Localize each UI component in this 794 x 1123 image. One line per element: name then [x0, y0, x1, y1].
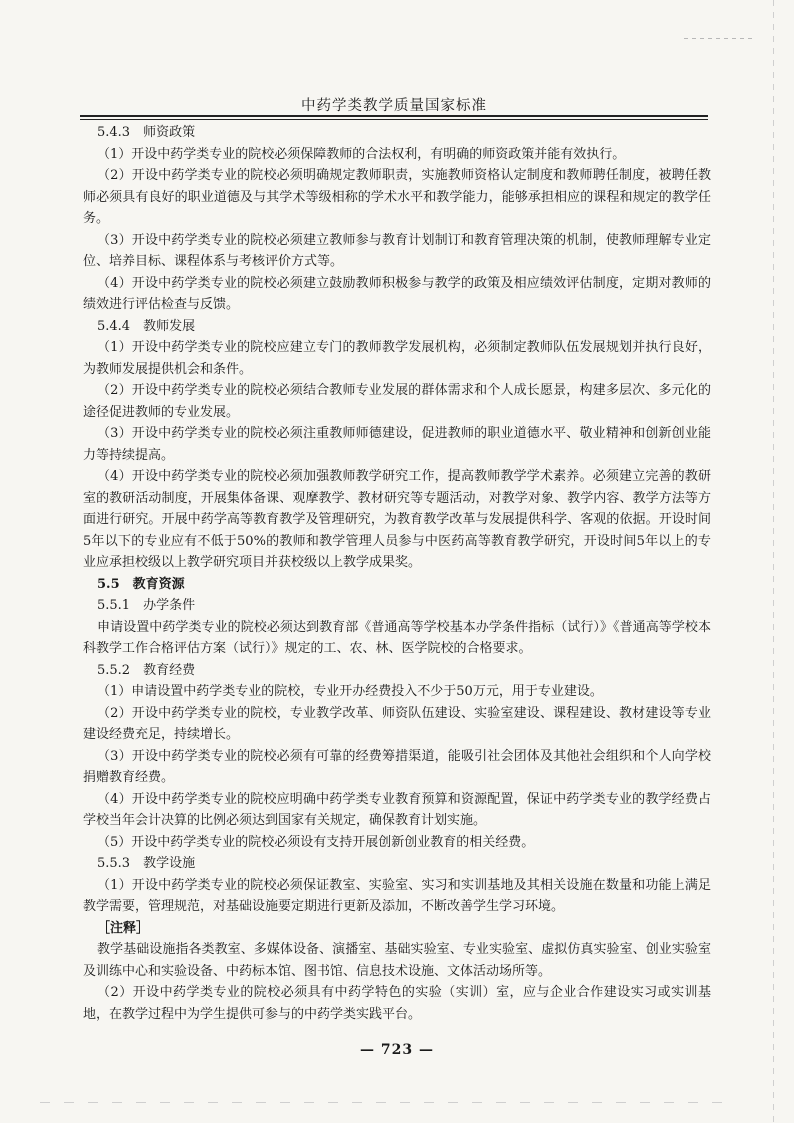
subsection-heading-5-5-2: 5.5.2 教育经费 [97, 662, 196, 678]
page-number: — 723 — [360, 1042, 434, 1058]
section-heading-5-5: 5.5 教育资源 [97, 576, 185, 592]
subsection-heading-5-5-3: 5.5.3 教学设施 [97, 856, 196, 871]
paragraph: （3）开设中药学类专业的院校必须有可靠的经费筹措渠道，能吸引社会团体及其他社会组织和个人向学校捐赠教育经费。 [83, 748, 711, 785]
note-paragraph: 教学基础设施指各类教室、多媒体设备、演播室、基础实验室、专业实验室、虚拟仿真实验室、创业实验室及训练中心和实验设备、中药标本馆、图书馆、信息技术设施、文体活动场所等。 [83, 942, 711, 979]
paragraph: （1）申请设置中药学类专业的院校，专业开办经费投入不少于50万元，用于专业建设。 [97, 684, 603, 699]
subsection-heading-5-4-4: 5.4.4 教师发展 [97, 318, 196, 334]
paragraph: （4）开设中药学类专业的院校必须加强教师教学研究工作，提高教师教学学术素养。必须建立完善的教研室的教研活动制度，开展集体备课、观摩教学、教材研究等专题活动，对教学对象、教学内容、教学方法等方面进行研究。开展中药学高等教育教学及管理研究，为教育教学改革与发展提供科学、客观的依据。开设时间5年以下的专业应有不低于50%的教师和教学管理人员参与中医药高等教育教学研究，开设时间5年以上的专业应承担校级以上教学研究项目并获校级以上教学成果奖。 [83, 469, 711, 570]
paragraph: （4）开设中药学类专业的院校必须建立鼓励教师积极参与教学的政策及相应绩效评估制度，定期对教师的绩效进行评估检查与反馈。 [83, 275, 711, 312]
paragraph: （3）开设中药学类专业的院校必须建立教师参与教育计划制订和教育管理决策的机制，使教师理解专业定位、培养目标、课程体系与考核评价方式等。 [83, 232, 711, 269]
note-label: ［注释］ [97, 920, 150, 936]
paragraph: （2）开设中药学类专业的院校，专业教学改革、师资队伍建设、实验室建设、课程建设、教材建设等专业建设经费充足，持续增长。 [83, 705, 711, 742]
paragraph: （2）开设中药学类专业的院校必须具有中药学特色的实验（实训）室，应与企业合作建设实习或实训基地，在教学过程中为学生提供可参与的中药学类实践平台。 [83, 985, 711, 1022]
running-header: 中药学类教学质量国家标准 [301, 98, 487, 114]
paragraph: （5）开设中药学类专业的院校必须设有支持开展创新创业教育的相关经费。 [97, 834, 535, 850]
body-text [83, 122, 711, 1025]
paragraph: （1）开设中药学类专业的院校必须保障教师的合法权利，有明确的师资政策并能有效执行。 [97, 146, 626, 162]
paragraph: （1）开设中药学类专业的院校必须保证教室、实验室、实习和实训基地及其相关设施在数量和功能上满足教学需要，管理规范，对基础设施要定期进行更新及添加，不断改善学生学习环境。 [83, 877, 711, 914]
scan-edge-line [773, 0, 774, 1123]
paragraph: （1）开设中药学类专业的院校应建立专门的教师教学发展机构，必须制定教师队伍发展规划并执行良好，为教师发展提供机会和条件。 [83, 340, 711, 377]
paragraph: （4）开设中药学类专业的院校应明确中药学类专业教育预算和资源配置，保证中药学类专业的教学经费占学校当年会计决算的比例必须达到国家有关规定，确保教育计划实施。 [83, 791, 711, 828]
paragraph: 申请设置中药学类专业的院校必须达到教育部《普通高等学校基本办学条件指标（试行）》《普通高等学校本科教学工作合格评估方案（试行）》规定的工、农、林、医学院校的合格要求。 [83, 619, 711, 656]
paragraph: （2）开设中药学类专业的院校必须结合教师专业发展的群体需求和个人成长愿景，构建多层次、多元化的途径促进教师的专业发展。 [83, 383, 711, 420]
subsection-heading-5-4-3: 5.4.3 师资政策 [97, 125, 196, 140]
header-rule [80, 115, 708, 120]
subsection-heading-5-5-1: 5.5.1 办学条件 [97, 598, 196, 613]
paragraph: （2）开设中药学类专业的院校必须明确规定教师职责，实施教师资格认定制度和教师聘任制度，被聘任教师必须具有良好的职业道德及与其学术等级相称的学术水平和教学能力，能够承担相应的课程和规定的教学任务。 [83, 168, 711, 226]
scan-artifact-top [684, 38, 754, 39]
paragraph: （3）开设中药学类专业的院校必须注重教师师德建设，促进教师的职业道德水平、敬业精神和创新创业能力等持续提高。 [83, 426, 711, 463]
scan-artifact-bottom [40, 1102, 734, 1103]
